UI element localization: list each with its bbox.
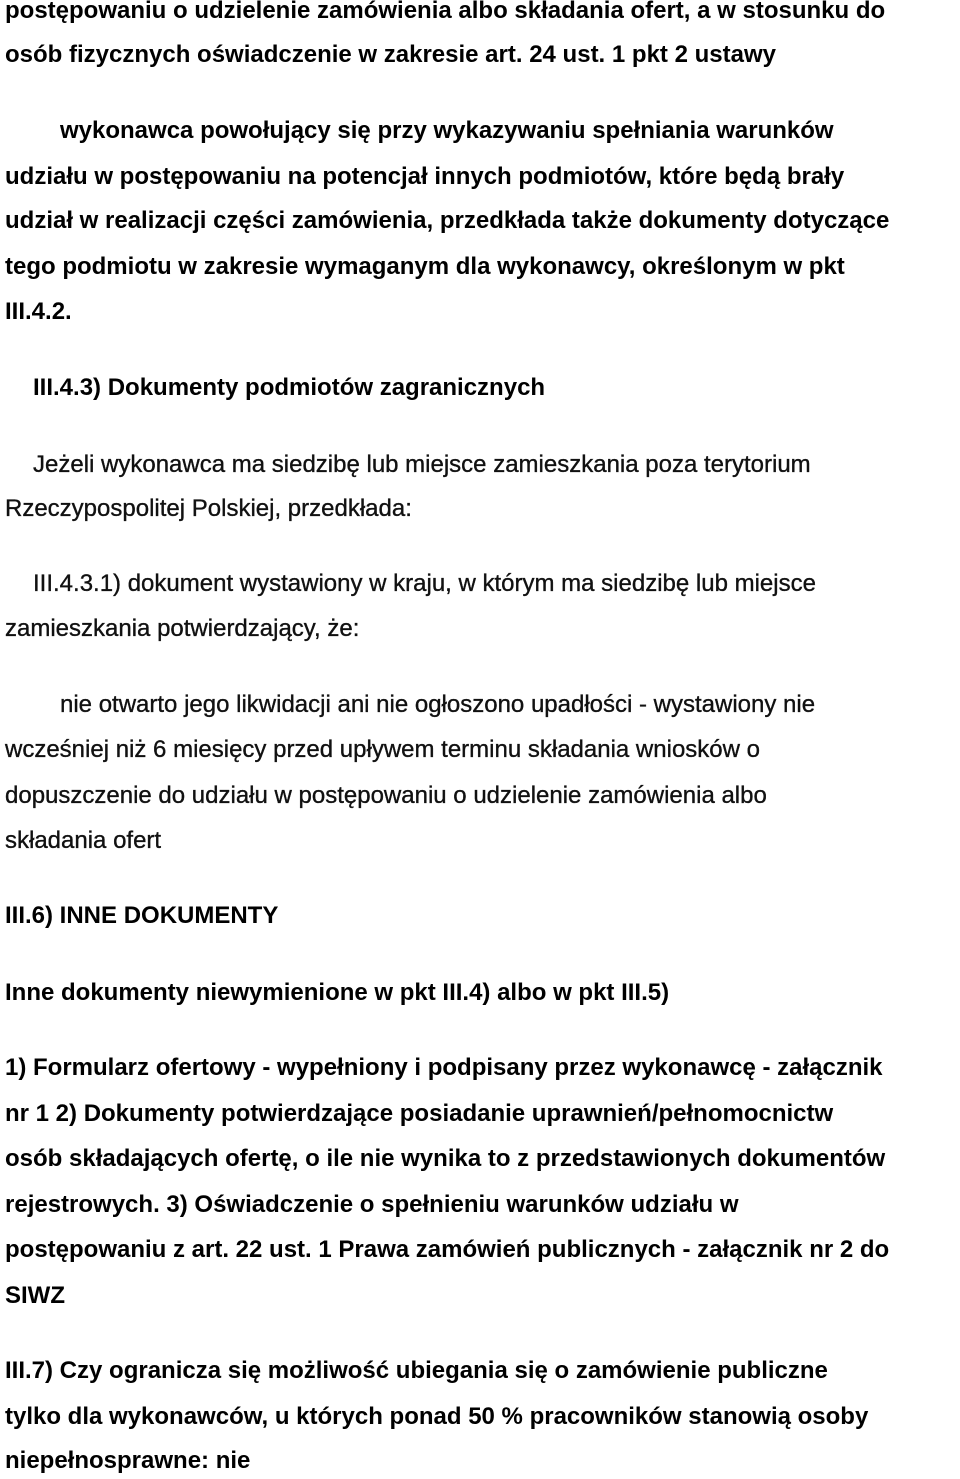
text-line: udziału w postępowaniu na potencjał innych podmiotów, które będą brały	[5, 163, 845, 190]
text-line: postępowaniu z art. 22 ust. 1 Prawa zamówień publicznych - załącznik nr 2 do	[5, 1236, 890, 1263]
text-line: Jeżeli wykonawca ma siedzibę lub miejsce zamieszkania poza terytorium	[33, 451, 811, 478]
text-line: tego podmiotu w zakresie wymaganym dla wykonawcy, określonym w pkt	[5, 253, 845, 280]
section-heading: III.4.3) Dokumenty podmiotów zagranicznych	[33, 374, 546, 401]
text-line: III.4.3.1) dokument wystawiony w kraju, w którym ma siedzibę lub miejsce	[33, 570, 816, 597]
text-line: niepełnosprawne: nie	[5, 1447, 251, 1474]
text-line: postępowaniu o udzielenie zamówienia albo składania ofert, a w stosunku do	[5, 0, 886, 24]
text-line: wcześniej niż 6 miesięcy przed upływem terminu składania wniosków o	[5, 736, 760, 763]
text-line: osób składających ofertę, o ile nie wynika to z przedstawionych dokumentów	[5, 1145, 886, 1172]
text-line: SIWZ	[5, 1282, 65, 1309]
text-line: 1) Formularz ofertowy - wypełniony i podpisany przez wykonawcę - załącznik	[5, 1054, 883, 1081]
text-line: składania ofert	[5, 827, 162, 854]
text-line: nie otwarto jego likwidacji ani nie ogłoszono upadłości - wystawiony nie	[60, 691, 816, 718]
text-line: III.4.2.	[5, 298, 72, 325]
text-line: nr 1 2) Dokumenty potwierdzające posiadanie uprawnień/pełnomocnictw	[5, 1100, 834, 1127]
text-line: wykonawca powołujący się przy wykazywaniu spełniania warunków	[60, 117, 834, 144]
text-line: Inne dokumenty niewymienione w pkt III.4) albo w pkt III.5)	[5, 979, 670, 1006]
section-heading: III.6) INNE DOKUMENTY	[5, 902, 279, 929]
text-line: Rzeczypospolitej Polskiej, przedkłada:	[5, 495, 412, 522]
text-line: udział w realizacji części zamówienia, przedkłada także dokumenty dotyczące	[5, 207, 890, 234]
text-line: tylko dla wykonawców, u których ponad 50 % pracowników stanowią osoby	[5, 1403, 869, 1430]
text-line: dopuszczenie do udziału w postępowaniu o udzielenie zamówienia albo	[5, 782, 767, 809]
text-line: zamieszkania potwierdzający, że:	[5, 615, 360, 642]
text-line: osób fizycznych oświadczenie w zakresie art. 24 ust. 1 pkt 2 ustawy	[5, 41, 776, 68]
section-heading: III.7) Czy ogranicza się możliwość ubiegania się o zamówienie publiczne	[5, 1357, 828, 1384]
text-line: rejestrowych. 3) Oświadczenie o spełnieniu warunków udziału w	[5, 1191, 739, 1218]
